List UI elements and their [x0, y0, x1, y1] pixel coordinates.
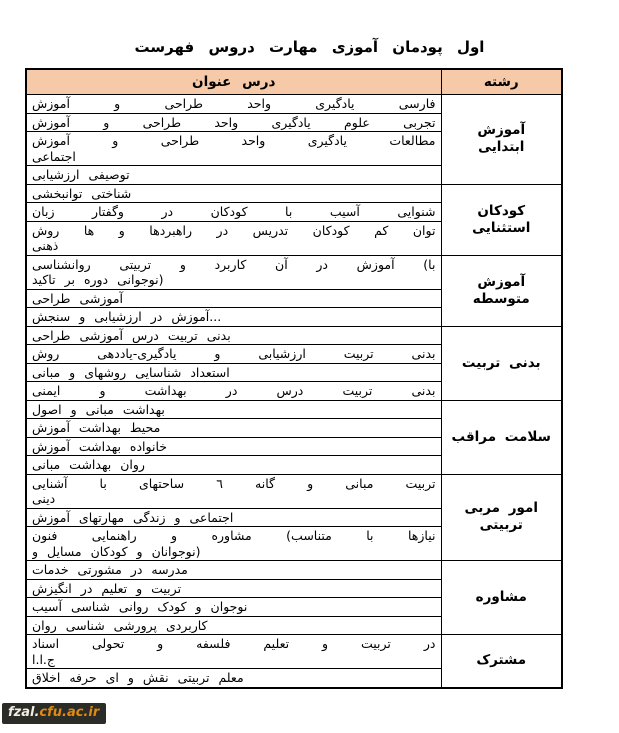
course-line: روش ‎یاددهی‎-‎یادگیری ‎و ‎ارزشیابی ‎تربیت ‎بدنی: [32, 346, 436, 361]
course-line: اصول ‎و ‎مبانی ‎بهداشت: [32, 401, 165, 417]
table-row: [26, 635, 562, 669]
course-line: دینی: [32, 491, 56, 506]
field-line: آموزش: [477, 122, 526, 139]
course-cell: [26, 95, 441, 114]
course-line: انگیزش ‎در ‎تعلیم ‎و ‎تربیت: [32, 580, 182, 596]
course-line: آموزش ‎مهارتهای ‎زندگی ‎و ‎اجتماعی: [32, 509, 234, 525]
course-cell: [26, 474, 441, 508]
course-line: طراحی ‎آموزشی: [32, 290, 124, 306]
course-line: آموزش ‎بهداشت ‎محیط: [32, 420, 161, 435]
course-line: ایمنی ‎و ‎بهداشت ‎در ‎درس ‎تربیت ‎بدنی: [32, 383, 436, 398]
field-cell: [441, 561, 562, 635]
table-row: [26, 474, 562, 508]
course-line: سنجش ‎و ‎ارزشیابی ‎در ‎آموزش...: [32, 309, 222, 324]
table-row: [26, 400, 562, 419]
course-cell: [26, 635, 441, 669]
course-line: ارزشیابی ‎توصیفی: [32, 167, 130, 182]
field-cell: [441, 474, 562, 561]
course-cell: [26, 508, 441, 527]
course-cell: [26, 598, 441, 617]
field-line: متوسطه: [472, 290, 530, 307]
course-line: آموزش ‎و ‎طراحی ‎واحد ‎یادگیری ‎علوم ‎تجربی: [32, 114, 436, 130]
course-cell: [26, 579, 441, 598]
field-line: مشترک: [476, 652, 527, 669]
course-cell: [26, 561, 441, 580]
course-cell: [26, 113, 441, 132]
field-line: تربیتی: [479, 517, 523, 534]
course-line: مبانی ‎بهداشت ‎روان: [32, 457, 145, 472]
course-line: فنون ‎راهنمایی ‎و ‎مشاوره ‎(متناسب ‎با ‎نیازها: [32, 528, 436, 543]
course-cell: [26, 326, 441, 345]
course-cell: [26, 184, 441, 203]
field-cell: [441, 326, 562, 400]
table-body: [26, 95, 562, 688]
course-cell: [26, 221, 441, 255]
course-line: اسناد ‎تحولی ‎و ‎فلسفه ‎تعلیم ‎و ‎تربیت ‎در: [32, 636, 436, 651]
course-cell: [26, 616, 441, 635]
course-cell: [26, 527, 441, 561]
table-row: [26, 326, 562, 345]
course-line: روانشناسی ‎تربیتی ‎و ‎کاربرد ‎آن ‎در ‎آموزش ‎(با: [32, 256, 436, 272]
table-row: [26, 255, 562, 289]
course-line: روان ‎شناسی ‎پرورشی ‎کاربردی: [32, 617, 208, 633]
field-cell: [441, 184, 562, 255]
field-line: مراقب ‎سلامت: [451, 428, 551, 445]
field-line: آموزش: [477, 273, 526, 290]
course-line: خدمات ‎مشورتی ‎در ‎مدرسه: [32, 562, 188, 577]
course-cell: [26, 437, 441, 456]
table-row: [26, 561, 562, 580]
field-cell: [441, 400, 562, 474]
table-row: [26, 95, 562, 114]
course-line: آشنایی ‎با ‎ساحتهای ‎٦ ‎گانه ‎و ‎مبانی ‎تربیت: [32, 475, 436, 491]
course-line: ج.ا.ا: [32, 651, 55, 667]
course-cell: [26, 669, 441, 688]
course-line: روش ‎ها ‎و ‎راهبردها ‎در ‎تدریس ‎کودکان ‎کم ‎توان: [32, 222, 436, 238]
course-line: تاکید ‎بر ‎دوره ‎نوجوانی): [32, 272, 164, 287]
course-cell: [26, 382, 441, 401]
table-header-row: [26, 69, 562, 95]
course-cell: [26, 289, 441, 308]
field-line: کودکان: [477, 202, 526, 219]
column-header-field: رشته: [441, 69, 562, 95]
field-cell: [441, 95, 562, 185]
course-cell: [26, 456, 441, 475]
course-cell: [26, 203, 441, 222]
course-cell: [26, 419, 441, 438]
course-cell: [26, 308, 441, 327]
course-line: ذهنی: [32, 238, 59, 253]
page-title: فهرست ‎دروس ‎مهارت ‎آموزی ‎پودمان ‎اول: [134, 38, 485, 56]
course-line: مبانی ‎و ‎روشهای ‎شناسایی ‎استعداد: [32, 364, 230, 380]
course-line: اجتماعی: [32, 148, 76, 164]
field-line: مشاوره: [475, 589, 527, 605]
watermark-domain: cfu.ac.ir: [39, 705, 100, 720]
course-line: آموزش ‎و ‎طراحی ‎واحد ‎یادگیری ‎مطالعات: [32, 133, 436, 148]
field-cell: [441, 635, 562, 688]
courses-table: [25, 68, 563, 689]
table-row: [26, 184, 562, 203]
column-header-course-title: عنوان ‎درس: [26, 69, 441, 95]
course-cell: [26, 132, 441, 166]
course-line: زبان ‎وگفتار ‎در ‎کودکان ‎با ‎آسیب ‎شنوایی: [32, 204, 436, 219]
field-line: ابتدایی: [478, 139, 525, 156]
course-line: آسیب ‎شناسی ‎روانی ‎کودک ‎و ‎نوجوان: [32, 599, 248, 614]
course-line: و ‎مسایل ‎کودکان ‎و ‎نوجوانان): [32, 543, 201, 559]
course-line: آموزش ‎بهداشت ‎خانواده: [32, 438, 167, 454]
watermark-prefix: fzal.: [8, 705, 40, 720]
course-line: طراحی ‎آموزشی ‎درس ‎تربیت ‎بدنی: [32, 327, 231, 343]
course-line: اخلاق ‎حرفه ‎ای ‎و ‎نقش ‎تربیتی ‎معلم: [32, 670, 244, 685]
course-cell: [26, 345, 441, 364]
course-cell: [26, 363, 441, 382]
course-line: توانبخشی ‎شناختی: [32, 185, 132, 201]
field-cell: [441, 255, 562, 326]
course-line: آموزش ‎و ‎طراحی ‎واحد ‎یادگیری ‎فارسی: [32, 96, 436, 111]
course-cell: [26, 255, 441, 289]
course-cell: [26, 166, 441, 185]
course-cell: [26, 400, 441, 419]
field-line: استثنایی: [472, 219, 531, 236]
site-watermark: [2, 703, 106, 724]
field-line: تربیت ‎بدنی: [461, 354, 541, 371]
field-line: مربی ‎امور: [464, 500, 538, 517]
